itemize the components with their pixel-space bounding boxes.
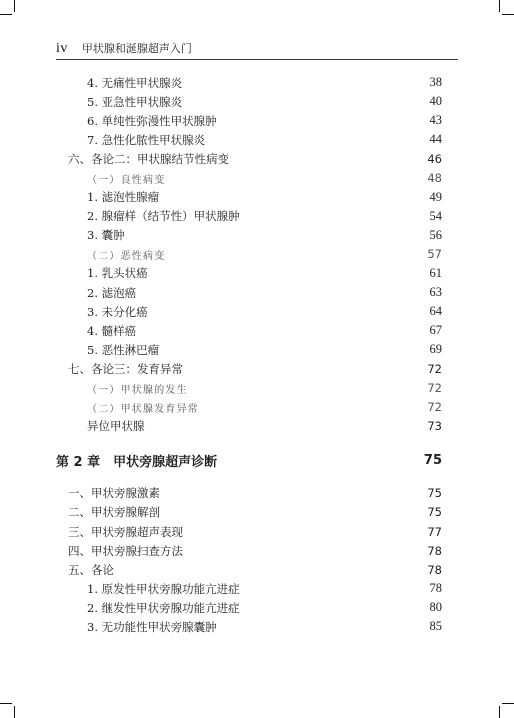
toc-section[interactable] [56,149,442,168]
toc-entry-title: 异位甲状腺 [87,419,145,434]
crop-mark-top-left-v [14,0,15,12]
toc-entry-page: 54 [429,208,442,223]
crop-mark-top-right-v [499,0,500,12]
crop-mark-top-right-h [502,14,514,15]
toc-entry[interactable] [56,73,442,92]
toc-entry-page: 63 [429,285,442,300]
toc-entry[interactable] [56,598,442,617]
toc-entry[interactable] [56,283,442,302]
toc-entry-page: 56 [429,227,442,242]
toc-section-title: 四、甲状旁腺扫查方法 [68,543,183,558]
toc-section[interactable] [56,503,442,522]
toc-subsection-title: （二）恶性病变 [87,250,166,262]
toc-entry-title: 7. 急性化脓性甲状腺炎 [87,132,206,147]
toc-entry-page: 64 [429,304,442,319]
toc-section-page: 77 [427,524,442,539]
toc-entry[interactable] [56,579,442,598]
toc-entry[interactable] [56,617,442,636]
toc-entry[interactable] [56,264,442,283]
table-of-contents [56,73,442,637]
toc-section-title: 一、甲状旁腺激素 [68,486,160,501]
toc-entry-title: 1. 乳头状癌 [87,266,148,281]
toc-subsection[interactable] [56,398,442,417]
toc-entry[interactable] [56,340,442,359]
toc-entry-title: 4. 髓样癌 [87,323,137,338]
toc-entry-page: 85 [429,619,442,634]
toc-subsection-page: 48 [427,171,442,186]
book-title: 甲状腺和涎腺超声入门 [81,42,192,55]
toc-entry[interactable] [56,111,442,130]
toc-subsection-title: （一）良性病变 [87,174,166,186]
toc-entry-title: 1. 滤泡性腺瘤 [87,190,160,205]
toc-entry-page: 73 [427,419,442,434]
toc-entry[interactable] [56,417,442,436]
toc-entry-page: 44 [429,132,442,147]
toc-section-title: 七、各论三：发育异常 [68,361,183,376]
toc-entry[interactable] [56,188,442,207]
toc-section-title: 五、各论 [68,562,114,577]
toc-entry-title: 3. 囊肿 [87,228,125,243]
toc-entry[interactable] [56,130,442,149]
toc-section-page: 72 [427,361,442,376]
toc-chapter[interactable] [56,450,442,472]
toc-section[interactable] [56,560,442,579]
toc-entry-title: 5. 亚急性甲状腺炎 [87,94,183,109]
toc-entry-title: 6. 单纯性弥漫性甲状腺肿 [87,113,217,128]
toc-section-page: 46 [427,151,442,166]
toc-entry-title: 2. 腺瘤样（结节性）甲状腺肿 [87,209,240,224]
crop-mark-bottom-right-v [499,706,500,718]
toc-chapter-page: 75 [423,453,442,469]
toc-subsection[interactable] [56,168,442,187]
toc-entry-title: 2. 继发性甲状旁腺功能亢进症 [87,600,240,615]
toc-section-title: 三、甲状旁腺超声表现 [68,524,183,539]
toc-entry-page: 49 [429,189,442,204]
running-header [56,40,192,57]
toc-section[interactable] [56,484,442,503]
toc-entry[interactable] [56,302,442,321]
toc-section[interactable] [56,359,442,378]
toc-entry-page: 40 [429,94,442,109]
toc-entry-title: 1. 原发性甲状旁腺功能亢进症 [87,581,240,596]
crop-mark-bottom-left-v [14,706,15,718]
toc-subsection[interactable] [56,245,442,264]
toc-section-page: 75 [427,486,442,501]
toc-section-title: 二、甲状旁腺解剖 [68,505,160,520]
toc-entry-title: 3. 未分化癌 [87,304,148,319]
toc-subsection-title: （二）甲状腺发育异常 [87,403,199,415]
crop-mark-bottom-right-h [502,703,514,704]
toc-entry-title: 2. 滤泡癌 [87,285,137,300]
toc-entry-page: 67 [429,323,442,338]
toc-entry[interactable] [56,321,442,340]
toc-entry-title: 4. 无痛性甲状腺炎 [87,75,183,90]
toc-entry-page: 38 [429,75,442,90]
toc-entry-title: 3. 无功能性甲状旁腺囊肿 [87,619,217,634]
toc-subsection-page: 72 [427,400,442,415]
crop-mark-top-left-h [0,14,12,15]
toc-entry-page: 43 [429,113,442,128]
toc-section[interactable] [56,522,442,541]
page-number: iv [56,41,68,56]
toc-section-page: 78 [427,562,442,577]
toc-entry[interactable] [56,226,442,245]
toc-section-page: 78 [427,543,442,558]
toc-subsection-page: 72 [427,381,442,396]
toc-section[interactable] [56,541,442,560]
toc-entry-page: 61 [429,265,442,280]
toc-entry[interactable] [56,92,442,111]
toc-chapter-title: 第 2 章 甲状旁腺超声诊断 [56,455,218,471]
toc-subsection-page: 57 [427,247,442,262]
header-rule [56,59,458,60]
toc-entry-page: 78 [429,581,442,596]
crop-mark-bottom-left-h [0,703,12,704]
toc-section-page: 75 [427,505,442,520]
toc-subsection[interactable] [56,379,442,398]
toc-entry-page: 80 [429,600,442,615]
toc-entry-title: 5. 恶性淋巴瘤 [87,342,160,357]
toc-entry[interactable] [56,207,442,226]
toc-subsection-title: （一）甲状腺的发生 [87,384,188,396]
toc-section-title: 六、各论二：甲状腺结节性病变 [68,151,229,166]
toc-entry-page: 69 [429,342,442,357]
